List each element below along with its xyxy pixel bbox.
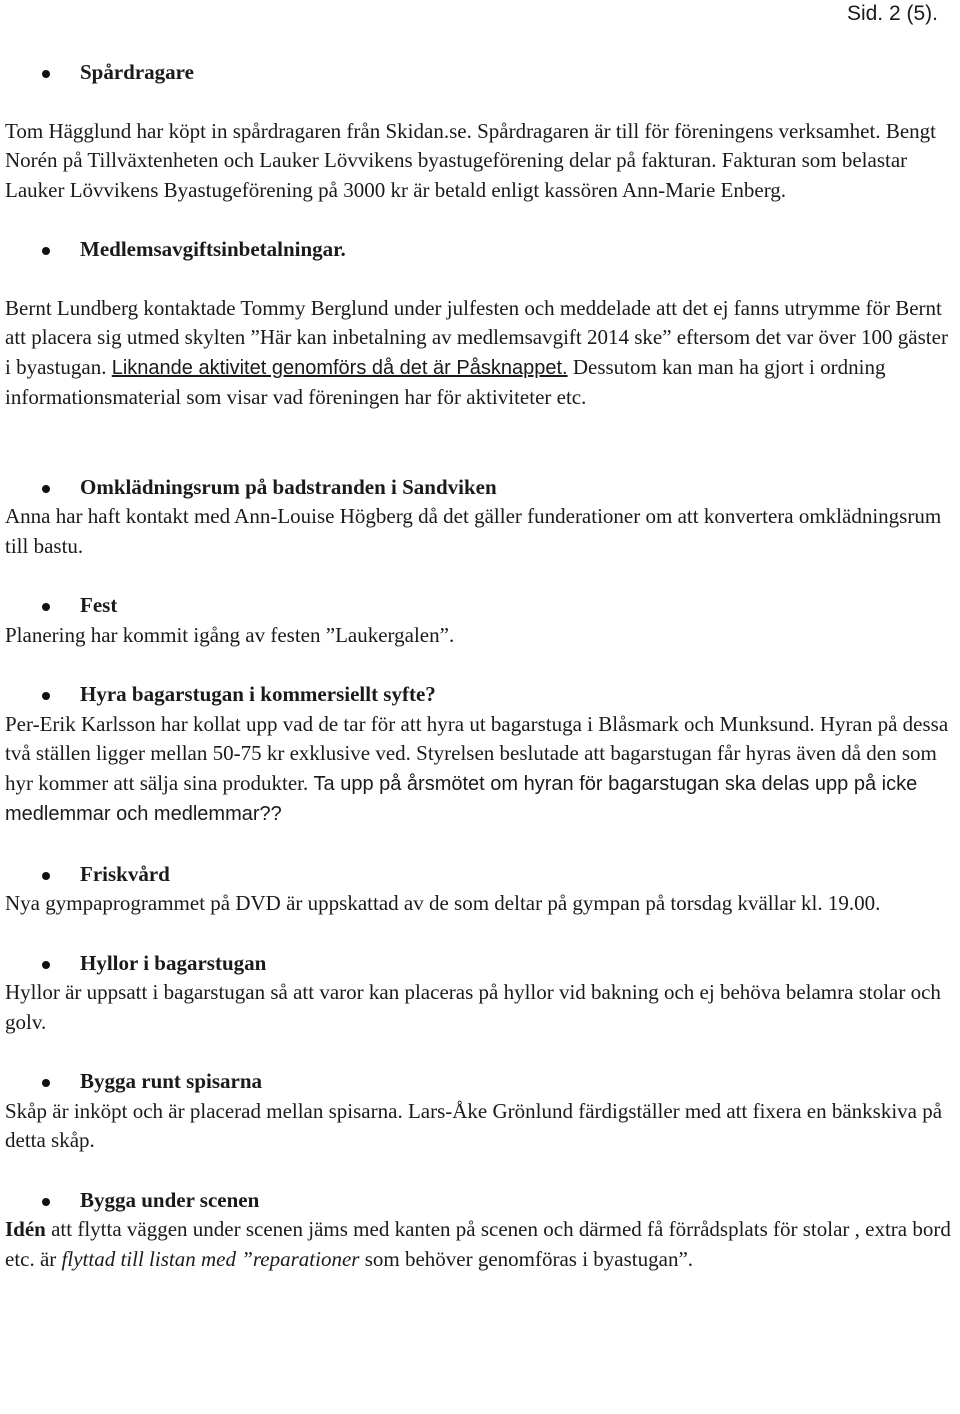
section-heading-scenen [5,1186,955,1216]
section-paragraph [5,1215,955,1274]
heading-text: Spårdragare [80,60,194,84]
section-paragraph [5,294,955,413]
bullet-icon [42,1198,50,1206]
heading-text: Omklädningsrum på badstranden i Sandviken [80,474,497,499]
section-paragraph: Anna har haft kontakt med Ann-Louise Högberg då det gäller funderationer om att konvertera omklädningsrum till bastu. [5,504,942,558]
bullet-icon [42,1079,50,1087]
heading-text: Hyllor i bagarstugan [80,950,267,975]
bullet-icon [42,692,50,700]
section-paragraph: Skåp är inköpt och är placerad mellan spisarna. Lars-Åke Grönlund färdigställer med att fixera en bänkskiva på detta skåp. [5,1098,943,1152]
bullet-icon [42,247,50,255]
section-paragraph: Nya gympaprogrammet på DVD är uppskattad av de som deltar på gympan på torsdag kvällar kl. 19.00. [5,891,881,915]
heading-text: Bygga under scenen [80,1187,260,1212]
paragraph-text: som behöver genomföras i byastugan”. [359,1246,694,1271]
section-paragraph: Hyllor är uppsatt i bagarstugan så att varor kan placeras på hyllor vid bakning och ej behöva belamra stolar och golv. [5,980,941,1034]
paragraph-text: Per-Erik Karlsson har kollat upp vad de tar för att hyra ut bagarstuga i Blåsmark och Munksund. Hyran på dessa två ställen ligger mellan 50-75 kr exklusive ved. Styrelsen beslutade att bagarstugan får hyras även då den som hyr kommer att sälja sina produkter. [5,711,949,795]
section-heading-medlemsavgifter [5,235,955,265]
section-paragraph: Planering har kommit igång av festen ”Laukergalen”. [5,622,455,647]
page-number: Sid. 2 (5). [846,2,938,25]
bullet-icon [42,961,50,969]
heading-text: Friskvård [80,861,170,886]
section-heading-omkladningsrum [5,473,955,503]
bullet-icon [42,485,50,493]
heading-text: Bygga runt spisarna [80,1069,263,1093]
paragraph-text: Dessutom kan man ha gjort i ordning informationsmaterial som visar vad föreningen har för aktiviteter etc. [5,354,886,409]
document-body [5,58,955,1274]
heading-text: Medlemsavgiftsinbetalningar. [80,237,346,261]
section-heading-spardragare [5,58,955,88]
section-heading-hyra-bagarstugan [5,680,955,710]
section-heading-spisarna [5,1067,955,1097]
section-paragraph: Tom Hägglund har köpt in spårdragaren från Skidan.se. Spårdragaren är till för föreningens verksamhet. Bengt Norén på Tillväxtenheten och Lauker Lövvikens byastugeförening delar på fakturan. Fakturan som belastar Lauker Lövvikens Byastugeförening på 3000 kr är betald enligt kassören Ann-Marie Enberg. [5,118,936,202]
bullet-icon [42,70,50,78]
underlined-text: Liknande aktivitet genomförs då det är Påsknappet. [111,356,568,379]
bullet-icon [42,603,50,611]
section-heading-fest [5,591,955,621]
paragraph-text: att flytta väggen under scenen jäms med kanten på scenen och därmed få förrådsplats för stolar , extra bord etc. är [5,1217,951,1271]
section-heading-friskvard [5,860,955,890]
heading-text: Hyra bagarstugan i kommersiellt syfte? [80,682,436,706]
italic-text: flyttad till listan med ”reparationer [61,1246,360,1271]
bold-text: Idén [5,1217,46,1241]
paragraph-text-note: Ta upp på årsmötet om hyran för bagarstugan ska delas upp på icke medlemmar och medlemmar?? [5,772,918,825]
bullet-icon [42,872,50,880]
paragraph-text: Bernt Lundberg kontaktade Tommy Berglund under julfesten och meddelade att det ej fanns utrymme för Bernt att placera sig utmed skylten ”Här kan inbetalning av medlemsavgift 2014 ske” eftersom det var över 100 gäster i byastugan. [5,295,948,379]
section-paragraph [5,710,955,830]
section-heading-hyllor [5,949,955,979]
heading-text: Fest [80,593,118,617]
